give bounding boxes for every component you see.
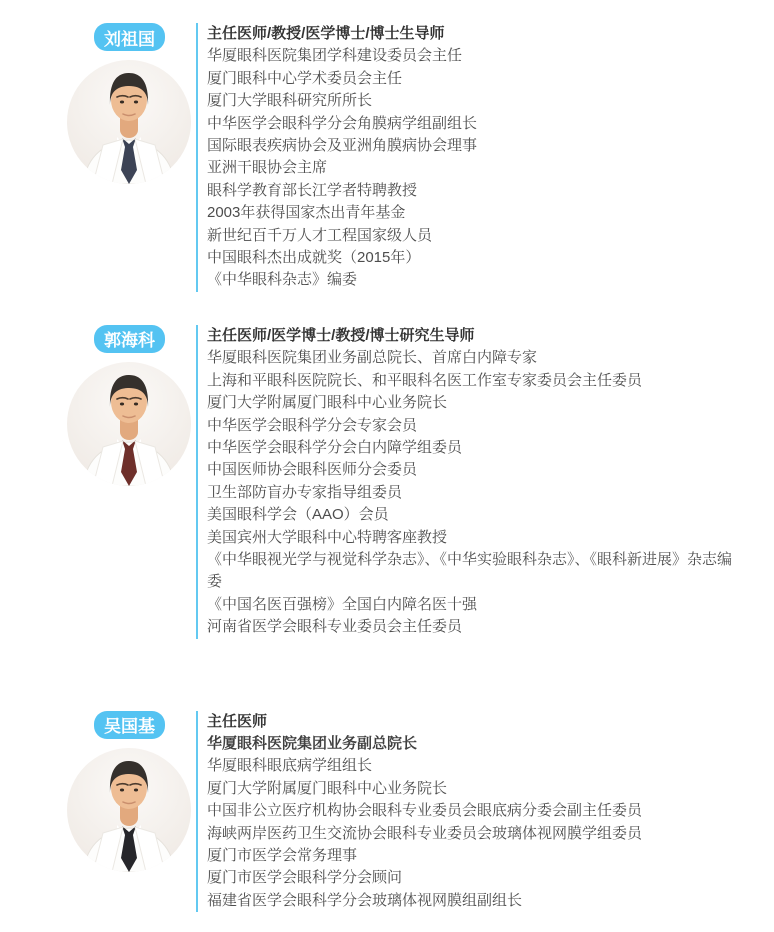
- credential-line: 厦门眼科中心学术委员会主任: [207, 69, 403, 87]
- credential-line: 卫生部防盲办专家指导组委员: [207, 483, 403, 501]
- doctor-photo-column: [67, 23, 191, 184]
- doctor-credentials: [196, 711, 741, 913]
- doctor-photo: [67, 60, 191, 184]
- eye-left: [120, 101, 124, 104]
- doctor-portrait-icon: [67, 362, 191, 486]
- credential-line: 中华医学会眼科学分会角膜病学组副组长: [207, 114, 478, 132]
- credential-list: [207, 347, 741, 638]
- credential-line: 中华医学会眼科学分会白内障学组委员: [207, 438, 463, 456]
- eye-right: [134, 402, 138, 405]
- credential-line: 《中华眼科杂志》编委: [207, 271, 358, 289]
- credential-line: 华厦眼科医院集团业务副总院长: [207, 734, 418, 752]
- credential-line: 华厦眼科医院集团学科建设委员会主任: [207, 47, 463, 65]
- doctor-card: [67, 23, 774, 292]
- credential-line: 上海和平眼科医院院长、和平眼科名医工作室专家委员会主任委员: [207, 371, 643, 389]
- doctor-credentials: [196, 23, 741, 292]
- eye-left: [120, 402, 124, 405]
- credential-line: 中华医学会眼科学分会专家会员: [207, 416, 418, 434]
- credential-line: 美国眼科学会（AAO）会员: [207, 506, 389, 524]
- doctor-title: 主任医师/医学博士/教授/博士研究生导师: [207, 326, 475, 344]
- eye-right: [134, 101, 138, 104]
- credential-line: 新世纪百千万人才工程国家级人员: [207, 226, 433, 244]
- doctor-credentials: [196, 325, 741, 639]
- credential-line: 中国非公立医疗机构协会眼科专业委员会眼底病分委会副主任委员: [207, 802, 643, 820]
- credential-line: 华厦眼科医院集团业务副总院长、首席白内障专家: [207, 349, 538, 367]
- credential-line: 亚洲干眼协会主席: [207, 159, 328, 177]
- doctor-title: 主任医师: [207, 712, 268, 730]
- credential-line: 厦门大学附属厦门眼科中心业务院长: [207, 394, 448, 412]
- credential-line: 《中国名医百强榜》全国白内障名医十强: [207, 595, 478, 613]
- credential-line: 海峡两岸医药卫生交流协会眼科专业委员会玻璃体视网膜学组委员: [207, 824, 643, 842]
- credential-line: 华厦眼科眼底病学组组长: [207, 757, 373, 775]
- credential-line: 国际眼表疾病协会及亚洲角膜病协会理事: [207, 137, 478, 155]
- credential-line: 厦门大学眼科研究所所长: [207, 92, 373, 110]
- doctor-portrait-icon: [67, 60, 191, 184]
- credential-list: [207, 733, 741, 912]
- doctor-photo: [67, 748, 191, 872]
- credential-line: 美国宾州大学眼科中心特聘客座教授: [207, 528, 448, 546]
- doctor-name-badge: 刘祖国: [94, 23, 165, 51]
- doctor-portrait-icon: [67, 748, 191, 872]
- credential-line: 中国眼科杰出成就奖（2015年）: [207, 249, 421, 267]
- credential-line: 河南省医学会眼科专业委员会主任委员: [207, 618, 463, 636]
- credential-line: 中国医师协会眼科医师分会委员: [207, 461, 418, 479]
- credential-line: 眼科学教育部长江学者特聘教授: [207, 181, 418, 199]
- credential-list: [207, 45, 741, 291]
- doctor-name-badge: 吴国基: [94, 711, 165, 739]
- doctor-photo-column: [67, 325, 191, 486]
- doctor-card: [67, 711, 774, 913]
- doctor-photo: [67, 362, 191, 486]
- credential-line: 《中华眼视光学与视觉科学杂志》、《中华实验眼科杂志》、《眼科新进展》杂志编委: [207, 550, 733, 591]
- doctor-card: [67, 325, 774, 639]
- credential-line: 厦门市医学会眼科学分会顾问: [207, 869, 403, 887]
- eye-left: [120, 788, 124, 791]
- credential-line: 厦门大学附属厦门眼科中心业务院长: [207, 779, 448, 797]
- credential-line: 厦门市医学会常务理事: [207, 847, 358, 864]
- doctor-name-badge: 郭海科: [94, 325, 165, 353]
- eye-right: [134, 788, 138, 791]
- doctor-title: 主任医师/教授/医学博士/博士生导师: [207, 25, 445, 42]
- doctor-photo-column: [67, 711, 191, 872]
- credential-line: 福建省医学会眼科学分会玻璃体视网膜组副组长: [207, 891, 523, 909]
- credential-line: 2003年获得国家杰出青年基金: [207, 204, 406, 222]
